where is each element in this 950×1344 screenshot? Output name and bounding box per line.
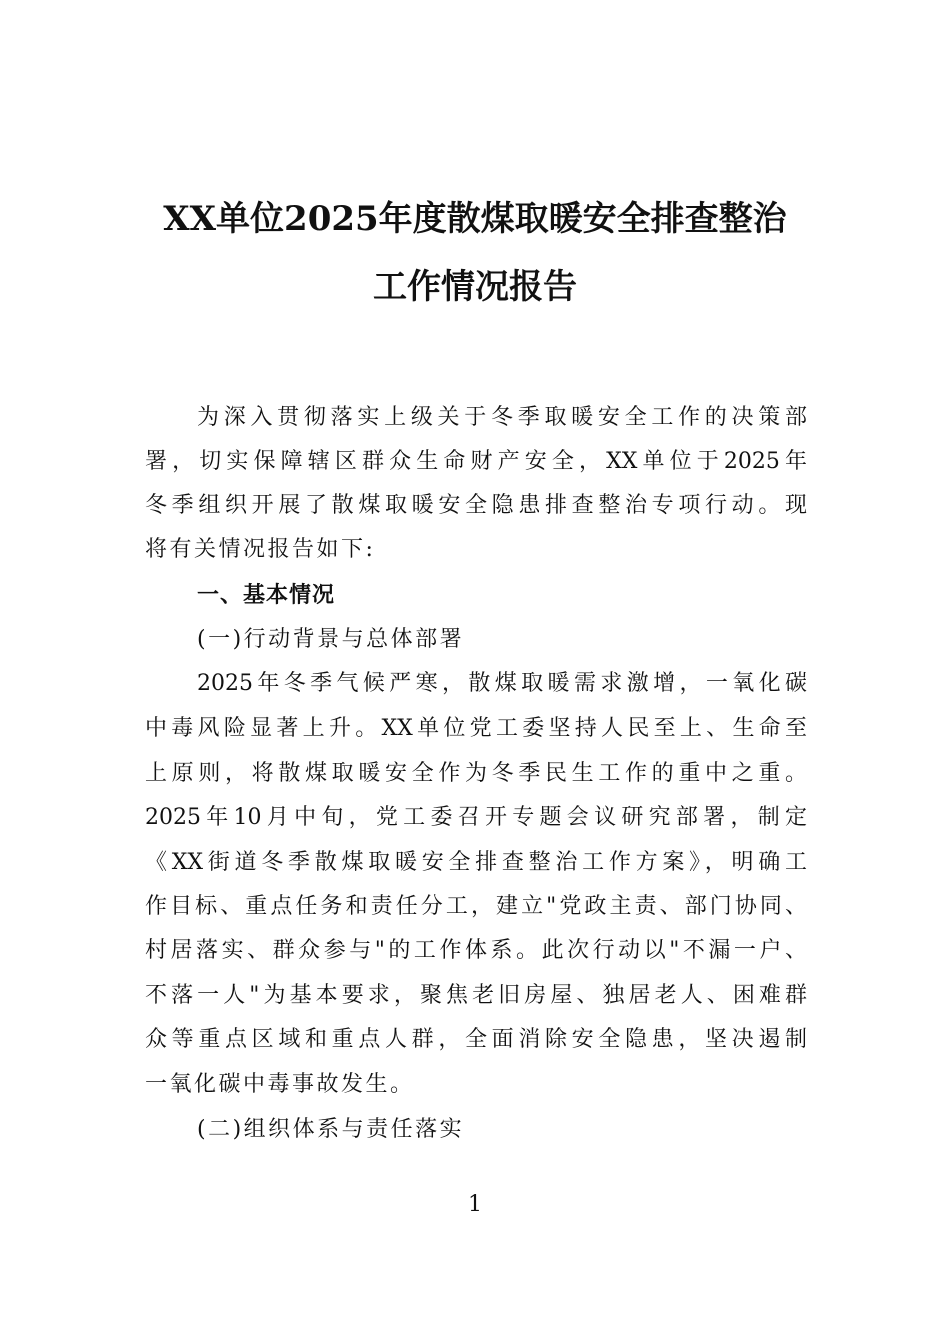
subsection-1-line-8: 不落一人"为基本要求，聚焦老旧房屋、独居老人、困难群	[145, 983, 807, 1008]
subsection-2-heading: (二)组织体系与责任落实	[197, 1117, 465, 1142]
page-number: 1	[468, 1192, 482, 1217]
subsection-1-line-6: 作目标、重点任务和责任分工，建立"党政主责、部门协同、	[145, 894, 807, 919]
subsection-1-line-1: 2025年冬季气候严寒，散煤取暖需求激增，一氧化碳	[197, 671, 807, 696]
section-1-heading: 一、基本情况	[197, 583, 336, 608]
intro-line-3: 冬季组织开展了散煤取暖安全隐患排查整治专项行动。现	[145, 493, 807, 518]
subsection-1-line-4: 2025年10月中旬，党工委召开专题会议研究部署，制定	[145, 805, 807, 830]
intro-line-1: 为深入贯彻落实上级关于冬季取暖安全工作的决策部	[197, 405, 807, 430]
document-title-line-1: XX单位2025年度散煤取暖安全排查整治	[163, 199, 787, 239]
subsection-1-heading: (一)行动背景与总体部署	[197, 627, 465, 652]
subsection-1-line-3: 上原则，将散煤取暖安全作为冬季民生工作的重中之重。	[145, 761, 807, 786]
subsection-1-line-9: 众等重点区域和重点人群，全面消除安全隐患，坚决遏制	[145, 1027, 807, 1052]
subsection-1-line-7: 村居落实、群众参与"的工作体系。此次行动以"不漏一户、	[145, 938, 807, 963]
subsection-1-line-2: 中毒风险显著上升。XX单位党工委坚持人民至上、生命至	[145, 716, 807, 741]
subsection-1-line-10: 一氧化碳中毒事故发生。	[145, 1072, 415, 1097]
document-title-line-2: 工作情况报告	[373, 267, 577, 307]
intro-line-4: 将有关情况报告如下:	[145, 537, 376, 562]
subsection-1-line-5: 《XX街道冬季散煤取暖安全排查整治工作方案》，明确工	[145, 850, 807, 875]
intro-line-2: 署，切实保障辖区群众生命财产安全，XX单位于2025年	[145, 449, 807, 474]
